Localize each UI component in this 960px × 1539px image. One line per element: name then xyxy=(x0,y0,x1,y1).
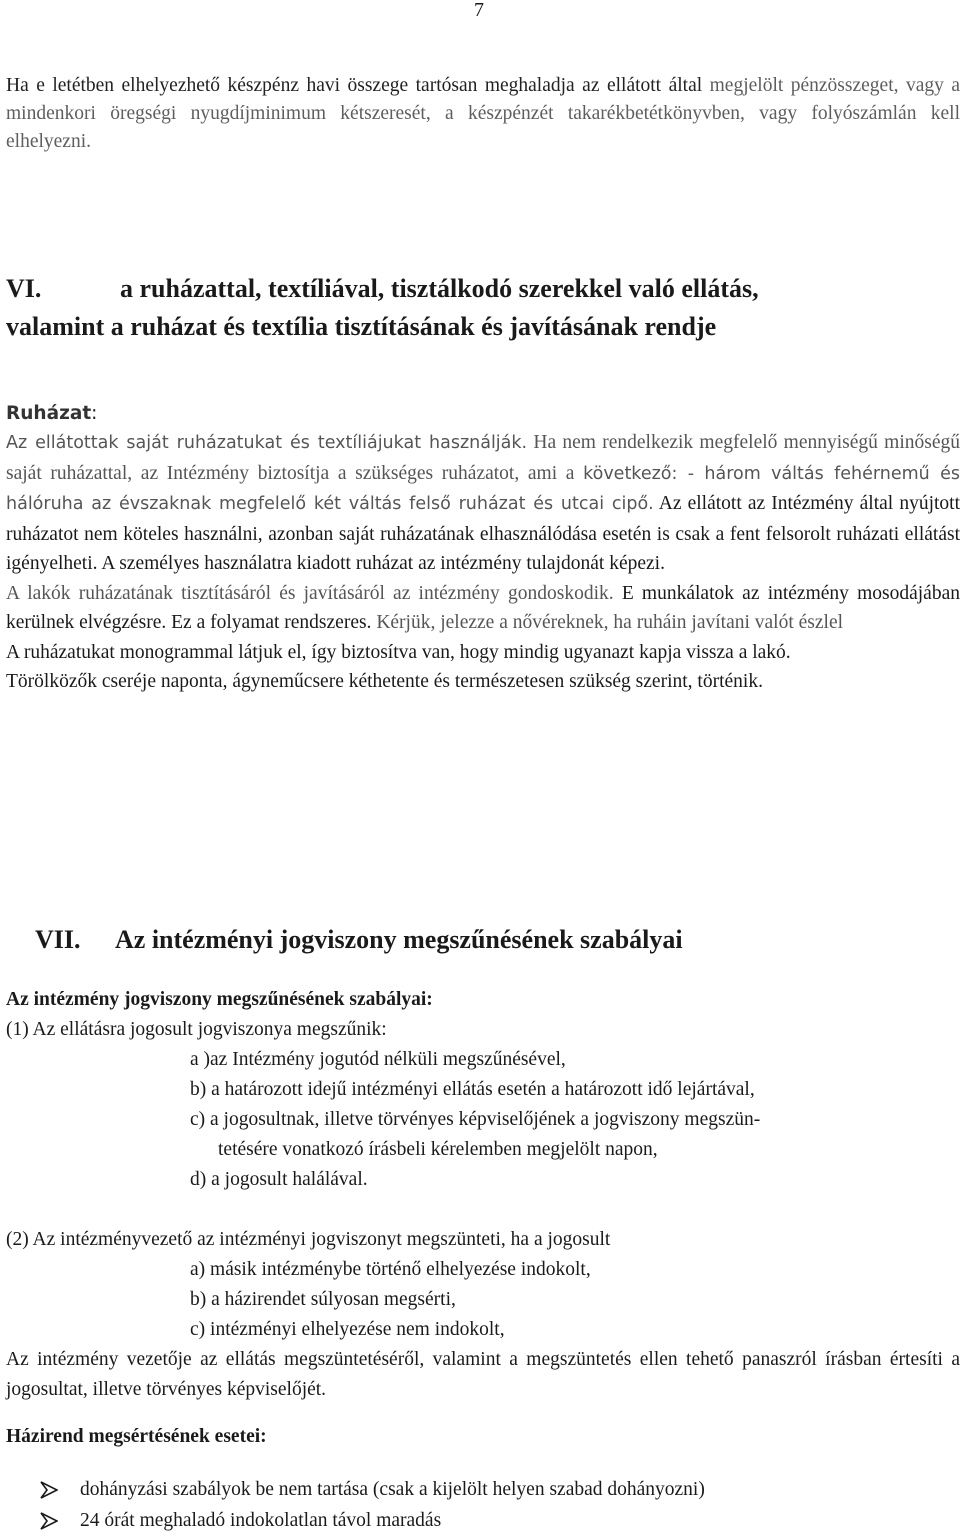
section-vi-title-line-2: valamint a ruházat és textília tisztításának és javításának rendje xyxy=(6,312,717,341)
list-item xyxy=(40,1474,960,1505)
intro-paragraph xyxy=(6,72,960,156)
tisztitas-sentence-3: Kérjük, jelezze a nővéreknek, ha ruháin javítani valót észlel xyxy=(376,612,844,633)
termination-point-2-item-b: b) a házirendet súlyosan megsérti, xyxy=(190,1289,456,1310)
tisztitas-sentence-1: A lakók ruházatának tisztításáról és javításáról az intézmény gondoskodik. xyxy=(6,582,614,604)
termination-point-1-item-a: a )az Intézmény jogutód nélküli megszűnésével, xyxy=(190,1049,566,1070)
section-vii-heading xyxy=(35,921,960,959)
termination-closing: Az intézmény vezetője az ellátás megszüntetéséről, valamint a megszüntetés ellen tehető panaszról írásban értesíti a jogosultat, illetve törvényes képviselőjét. xyxy=(6,1349,960,1400)
termination-point-1-item-b: b) a határozott idejű intézményi ellátás esetén a határozott idő lejártával, xyxy=(190,1079,755,1100)
section-vi-heading xyxy=(6,270,960,346)
ruhazat-colon: : xyxy=(91,403,98,424)
ruhazat-label: Ruházat xyxy=(6,403,92,424)
paragraph-ruhazat xyxy=(6,428,960,579)
clothing-section-body xyxy=(6,428,960,697)
termination-point-1-item-c-cont: tetésére vonatkozó írásbeli kérelemben megjelölt napon, xyxy=(218,1139,658,1160)
termination-point-2-intro: (2) Az intézményvezető az intézményi jogviszonyt megszünteti, ha a jogosult xyxy=(6,1229,611,1250)
section-vii-number: VII. xyxy=(35,925,81,954)
ruhazat-sentence-5: A személyes használatra kiadott ruházat az intézmény tulajdonát képezi. xyxy=(101,553,665,574)
paragraph-tisztitas xyxy=(6,579,960,638)
termination-point-1-item-d: d) a jogosult halálával. xyxy=(190,1169,368,1190)
intro-line-rest: megjelölt pénzösszeget, vagy a mindenkori öregségi nyugdíjminimum kétszeresét, a készpénzét takarékbetétkönyvben, vagy folyószámlán kell elhelyezni. xyxy=(6,75,960,152)
section-vi-number: VI. xyxy=(6,274,42,303)
arrowhead-bullet-icon xyxy=(40,1512,80,1530)
list-item xyxy=(40,1505,960,1536)
termination-point-1-item-c: c) a jogosultnak, illetve törvényes képviselőjének a jogviszony megszün- xyxy=(190,1109,761,1130)
arrowhead-bullet-icon xyxy=(40,1481,80,1499)
ruhazat-sentence-2: Ha nem rendelkezik megfelelő mennyiségű minőségű saját ruházattal, az Intézmény biztosítja a szükséges ruházatot, ami a xyxy=(6,432,960,484)
termination-point-2-item-c: c) intézményi elhelyezése nem indokolt, xyxy=(190,1319,505,1340)
house-rule-1: dohányzási szabályok be nem tartása (csak a kijelölt helyen szabad dohányozni) xyxy=(80,1479,705,1500)
section-vi-title-line-1: a ruházattal, textíliával, tisztálkodó szerekkel való ellátás, xyxy=(120,274,759,303)
intro-line-1: Ha e letétben elhelyezhető készpénz havi összege tartósan meghaladja az ellátott által xyxy=(6,75,703,96)
termination-heading: Az intézmény jogviszony megszűnésének szabályai: xyxy=(6,989,433,1010)
ruhazat-sentence-1: Az ellátottak saját ruházatukat és textíliájukat használják. xyxy=(6,433,528,453)
page-number: 7 xyxy=(474,0,484,21)
ruhazat-sentence-3: következő: - három váltás fehérnemű és hálóruha az évszaknak megfelelő két váltás felső ruházat és utcai cipő. xyxy=(6,463,960,514)
paragraph-monogram: A ruházatukat monogrammal látjuk el, így biztosítva van, hogy mindig ugyanazt kapja vissza a lakó. xyxy=(6,641,791,663)
termination-point-2-item-a: a) másik intézménybe történő elhelyezése indokolt, xyxy=(190,1259,591,1280)
ruhazat-label-line xyxy=(6,400,960,428)
section-vii-title: Az intézményi jogviszony megszűnésének szabályai xyxy=(115,925,683,954)
house-rules-list xyxy=(40,1474,960,1536)
house-rules-heading: Házirend megsértésének esetei: xyxy=(6,1426,267,1447)
house-rule-2: 24 órát meghaladó indokolatlan távol maradás xyxy=(80,1510,442,1531)
ruhazat-sentence-4: Az ellátott az Intézmény által nyújtott ruházatot nem köteles használni, azonban saját ruházatának elhasználódása esetén is csak a fent felsorolt ruházati ellátást igényelheti. xyxy=(6,493,960,574)
termination-rules xyxy=(6,985,960,1405)
paragraph-torolkozo: Törölközők cseréje naponta, ágyneműcsere kéthetente és természetesen szükség szerint, történik. xyxy=(6,671,763,692)
termination-point-1-intro: (1) Az ellátásra jogosult jogviszonya megszűnik: xyxy=(6,1019,387,1040)
tisztitas-sentence-2: E munkálatok az intézmény mosodájában kerülnek elvégzésre. Ez a folyamat rendszeres. xyxy=(6,582,960,633)
